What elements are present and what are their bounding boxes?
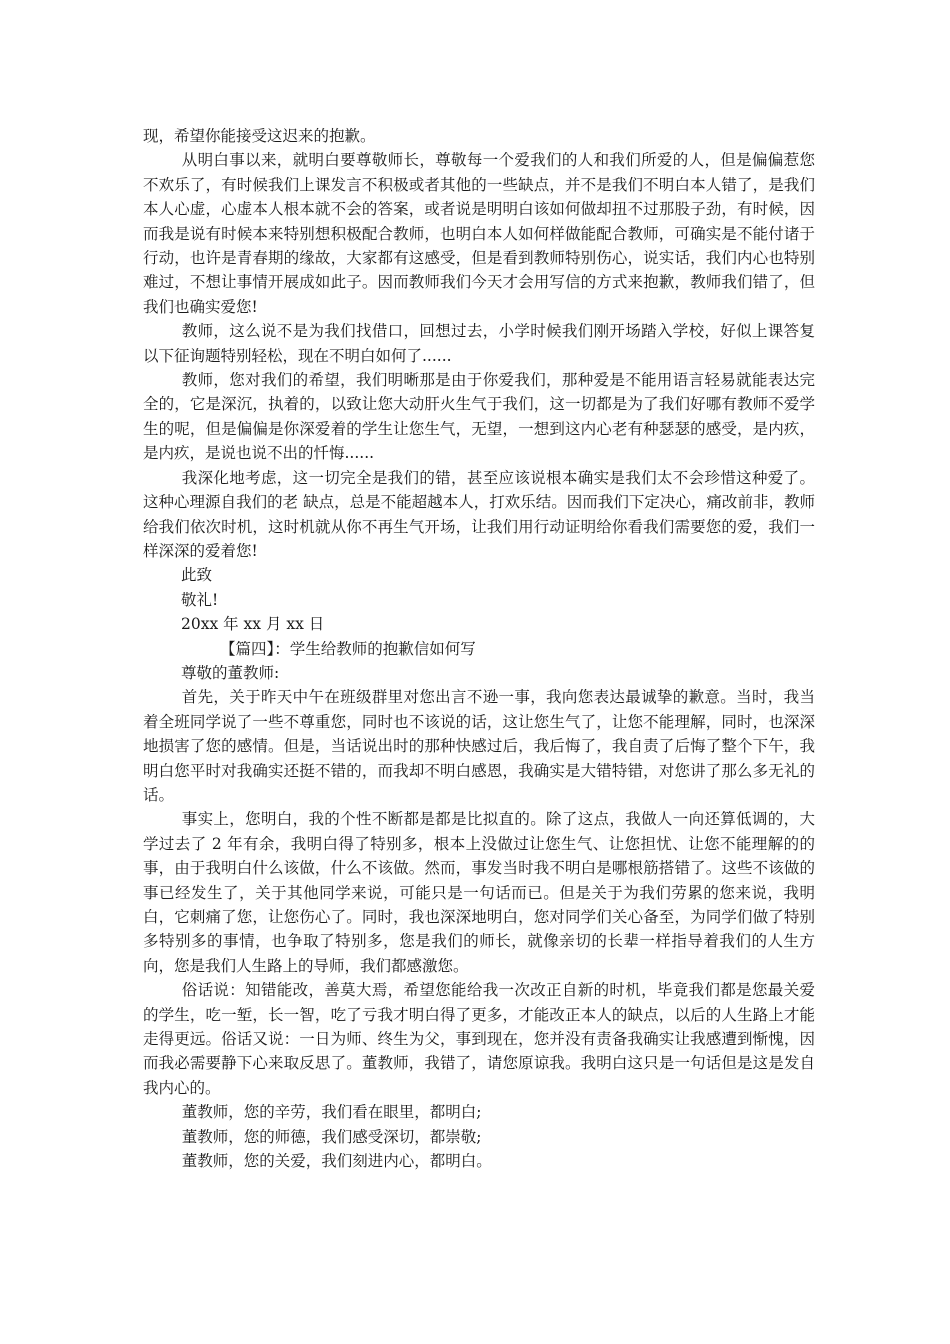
letter-date: 20xx 年 xx 月 xx 日 [181, 615, 325, 634]
paragraph: 首先，关于昨天中午在班级群里对您出言不逊一事，我向您表达最诚挚的歉意。当时，我当着全班同学说了一些不尊重您，同时也不该说的话，这让您生气了，让您不能理解，同时，也深深地损害了您的感情。但是，当话说出时的那种快感过后，我后悔了，我自责了后悔了整个下午，我明白您平时对我确实还挺不错的，而我却不明白感恩，我确实是大错特错，对您讲了那么多无礼的话。 [143, 688, 815, 804]
paragraph-continuation: 现，希望你能接受这迟来的抱歉。 [143, 127, 376, 145]
paragraph: 教师，这么说不是为我们找借口，回想过去，小学时候我们刚开场踏入学校，好似上课答复以下征询题特别轻松，现在不明白如何了...... [143, 322, 815, 365]
paragraph: 教师，您对我们的希望，我们明晰那是由于你爱我们，那种爱是不能用语言轻易就能表达完全的，它是深沉，执着的，以致让您大动肝火生气于我们，这一切都是为了我们好哪有教师不爱学生的呢，但是偏偏是你深爱着的学生让您生气，无望，一想到这内心老有种瑟瑟的感受，是内疚，是内疚，是说也说不出的忏悔...... [143, 371, 815, 463]
paragraph: 从明白事以来，就明白要尊敬师长，尊敬每一个爱我们的人和我们所爱的人，但是偏偏惹您不欢乐了，有时候我们上课发言不积极或者其他的一些缺点，并不是我们不明白本人错了，是我们本人心虚，心虚本人根本就不会的答案，或者说是明明白该如何做却扭不过那股子劲，有时候，因而我是说有时候本来特别想积极配合教师，也明白本人如何样做能配合教师，可确实是不能付诸于行动，也许是青春期的缘故，大家都有这感受，但是看到教师特别伤心，说实话，我们内心也特别难过，不想让事情开展成如此子。因而教师我们今天才会用写信的方式来抱歉，教师我们错了，但我们也确实爱您! [143, 151, 815, 316]
paragraph: 俗话说：知错能改，善莫大焉，希望您能给我一次改正自新的时机，毕竟我们都是您最关爱的学生，吃一堑，长一智，吃了亏我才明白得了更多，才能改正本人的缺点，以后的人生路上才能走得更远。俗话又说：一日为师、终生为父，事到现在，您并没有责备我确实让我感遭到惭愧，因而我必需要静下心来取反思了。董教师，我错了，请您原谅我。我明白这只是一句话但是这是发自我内心的。 [143, 981, 815, 1097]
closing-regards: 敬礼! [181, 590, 219, 609]
letter-greeting: 尊敬的董教师: [181, 663, 280, 682]
paragraph: 我深化地考虑，这一切完全是我们的错，甚至应该说根本确实是我们太不会珍惜这种爱了。这种心理源自我们的老 缺点，总是不能超越本人，打欢乐结。因而我们下定决心，痛改前非，教师给我们依次时机，这时机就从你不再生气开场，让我们用行动证明给你看我们需要您的爱，我们一样深深的爱着您! [143, 468, 815, 560]
closing-salutation: 此致 [181, 566, 213, 585]
paragraph: 董教师，您的关爱，我们刻进内心，都明白。 [181, 1152, 492, 1171]
paragraph: 董教师，您的师德，我们感受深切，都崇敬; [181, 1127, 482, 1146]
paragraph: 事实上，您明白，我的个性不断都是都是比拟直的。除了这点，我做人一向还算低调的，大学过去了 2 年有余，我明白得了特别多，根本上没做过让您生气、让您担忧、让您不能理解的的事，由于我明白什么该做，什么不该做。然而，事发当时我不明白是哪根筋搭错了。这些不该做的事已经发生了，关于其他同学来说，可能只是一句话而已。但是关于为我们劳累的您来说，我明白，它刺痛了您，让您伤心了。同时，我也深深地明白，您对同学们关心备至，为同学们做了特别多特别多的事情，也争取了特别多，您是我们的师长，就像亲切的长辈一样指导着我们的人生方向，您是我们人生路上的导师，我们都感激您。 [143, 810, 815, 975]
letter-body [143, 124, 815, 1173]
section-heading: 【篇四】：学生给教师的抱歉信如何写 [220, 639, 476, 658]
paragraph: 董教师，您的辛劳，我们看在眼里，都明白; [181, 1103, 482, 1122]
